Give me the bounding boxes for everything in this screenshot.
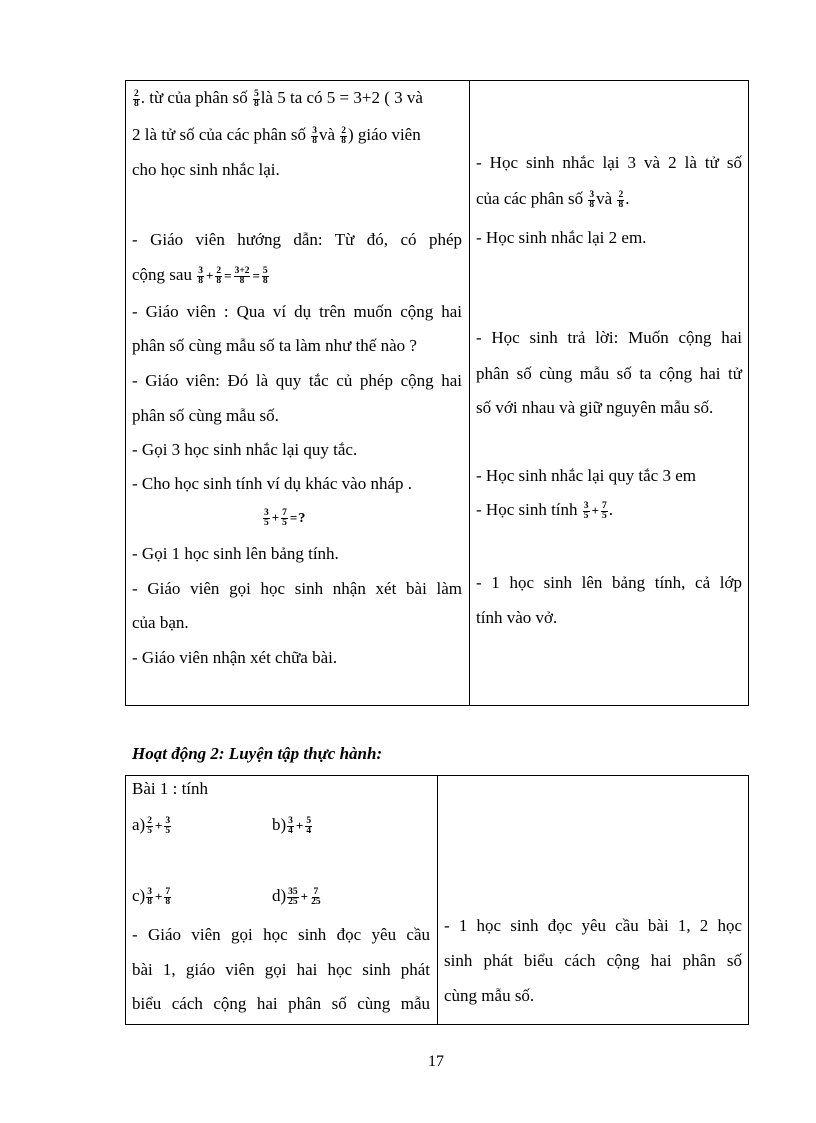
exercise-d: d) $\frac{35}{25}$ + $\frac{7}{25}$ (272, 886, 321, 907)
student-line-8: - Học sinh tính $\frac{3}{5}$ + $\frac{7}{5}$ . (476, 500, 613, 521)
fraction-2-8: $\frac{2}{8}$ (618, 189, 624, 210)
fraction-5-4: $\frac{5}{4}$ (306, 815, 312, 836)
fraction-3-8: $\frac{3}{8}$ (312, 125, 317, 146)
teacher-line-14: - Giáo viên gọi học sinh nhận xét bài làm (132, 579, 462, 598)
student-line-b1: - 1 học sinh đọc yêu cầu bài 1, 2 học (444, 916, 742, 935)
exercise-b: b) $\frac{3}{4}$ + $\frac{5}{4}$ (272, 815, 312, 836)
student-line-b2: sinh phát biểu cách cộng hai phân số (444, 951, 742, 970)
fraction-3plus2-8: $\frac{3+2}{8}$ (234, 265, 250, 286)
student-line-b3: cùng mẫu số. (444, 986, 535, 1005)
fraction-5-8: $\frac{5}{8}$ (253, 88, 259, 109)
teacher-line-2: 2 là tử số của các phân số $\frac{3}{8}$ và $\frac{2}{8}$ ) giáo viên (132, 125, 421, 146)
teacher-line-15: của bạn. (132, 613, 189, 632)
teacher-line-b5: bài 1, giáo viên gọi hai học sinh phát (132, 960, 430, 979)
fraction-5-8: $\frac{5}{8}$ (262, 265, 268, 286)
teacher-line-8: - Giáo viên: Đó là quy tắc củ phép cộng hai (132, 371, 462, 390)
column-divider (437, 776, 438, 1024)
teacher-line-7: phân số cùng mẫu số ta làm như thế nào ? (132, 336, 417, 355)
fraction-3-5: $\frac{3}{5}$ (264, 507, 269, 528)
teacher-line-16: - Giáo viên nhận xét chữa bài. (132, 648, 338, 667)
teacher-line-b4: - Giáo viên gọi học sinh đọc yêu cầu (132, 925, 430, 944)
teacher-line-b6: biểu cách cộng hai phân số cùng mẫu (132, 994, 430, 1013)
teacher-line-5: cộng sau $\frac{3}{8}$ + $\frac{2}{8}$ = $\frac{3+2}{8}$ = $\frac{5}{8}$ (132, 265, 268, 286)
student-line-4: - Học sinh trả lời: Muốn cộng hai (476, 328, 742, 347)
fraction-3-5: $\frac{3}{5}$ (583, 500, 589, 521)
fraction-3-4: $\frac{3}{4}$ (288, 815, 293, 836)
exercise-title: Bài 1 : tính (132, 779, 209, 798)
fraction-2-8: $\frac{2}{8}$ (134, 88, 139, 109)
fraction-2-5: $\frac{2}{5}$ (147, 815, 152, 836)
fraction-7-5: $\frac{7}{5}$ (601, 500, 607, 521)
fraction-3-8: $\frac{3}{8}$ (589, 189, 595, 210)
student-line-3: - Học sinh nhắc lại 2 em. (476, 228, 647, 247)
fraction-2-8: $\frac{2}{8}$ (216, 265, 222, 286)
student-line-10: tính vào vở. (476, 608, 558, 627)
fraction-3-8: $\frac{3}{8}$ (198, 265, 203, 286)
page-number: 17 (428, 1053, 444, 1070)
fraction-35-25: $\frac{35}{25}$ (288, 886, 298, 907)
fraction-3-8: $\frac{3}{8}$ (147, 886, 152, 907)
teacher-line-11: - Cho học sinh tính ví dụ khác vào nháp . (132, 474, 412, 493)
fraction-2-8: $\frac{2}{8}$ (341, 125, 347, 146)
teacher-line-13: - Gọi 1 học sinh lên bảng tính. (132, 544, 339, 563)
teacher-line-9: phân số cùng mẫu số. (132, 406, 279, 425)
student-line-9: - 1 học sinh lên bảng tính, cả lớp (476, 573, 742, 592)
teacher-line-1: $\frac{2}{8}$ . từ của phân số $\frac{5}{8}$ là 5 ta có 5 = 3+2 ( 3 và (134, 88, 423, 109)
column-divider (469, 81, 470, 705)
teacher-line-4: - Giáo viên hướng dẫn: Từ đó, có phép (132, 230, 462, 249)
student-line-1: - Học sinh nhắc lại 3 và 2 là tử số (476, 153, 742, 172)
teacher-line-3: cho học sinh nhắc lại. (132, 160, 280, 179)
fraction-7-8: $\frac{7}{8}$ (165, 886, 171, 907)
activity-table-2 (125, 775, 749, 1025)
teacher-line-6: - Giáo viên : Qua ví dụ trên muốn cộng hai (132, 302, 462, 321)
student-line-5: phân số cùng mẫu số ta cộng hai tử (476, 364, 742, 383)
fraction-3-5: $\frac{3}{5}$ (165, 815, 171, 836)
exercise-a: a) $\frac{2}{5}$ + $\frac{3}{5}$ (132, 815, 171, 836)
section-heading: Hoạt động 2: Luyện tập thực hành: (132, 744, 383, 763)
fraction-7-5: $\frac{7}{5}$ (282, 507, 287, 528)
example-expression: $\frac{3}{5}$ + $\frac{7}{5}$ =? (264, 507, 306, 528)
student-line-2: của các phân số $\frac{3}{8}$ và $\frac{2}{8}$ . (476, 189, 630, 210)
exercise-c: c) $\frac{3}{8}$ + $\frac{7}{8}$ (132, 886, 171, 907)
fraction-7-25: $\frac{7}{25}$ (311, 886, 321, 907)
teacher-line-10: - Gọi 3 học sinh nhắc lại quy tắc. (132, 440, 358, 459)
student-line-7: - Học sinh nhắc lại quy tắc 3 em (476, 466, 696, 485)
student-line-6: số với nhau và giữ nguyên mẫu số. (476, 398, 714, 417)
